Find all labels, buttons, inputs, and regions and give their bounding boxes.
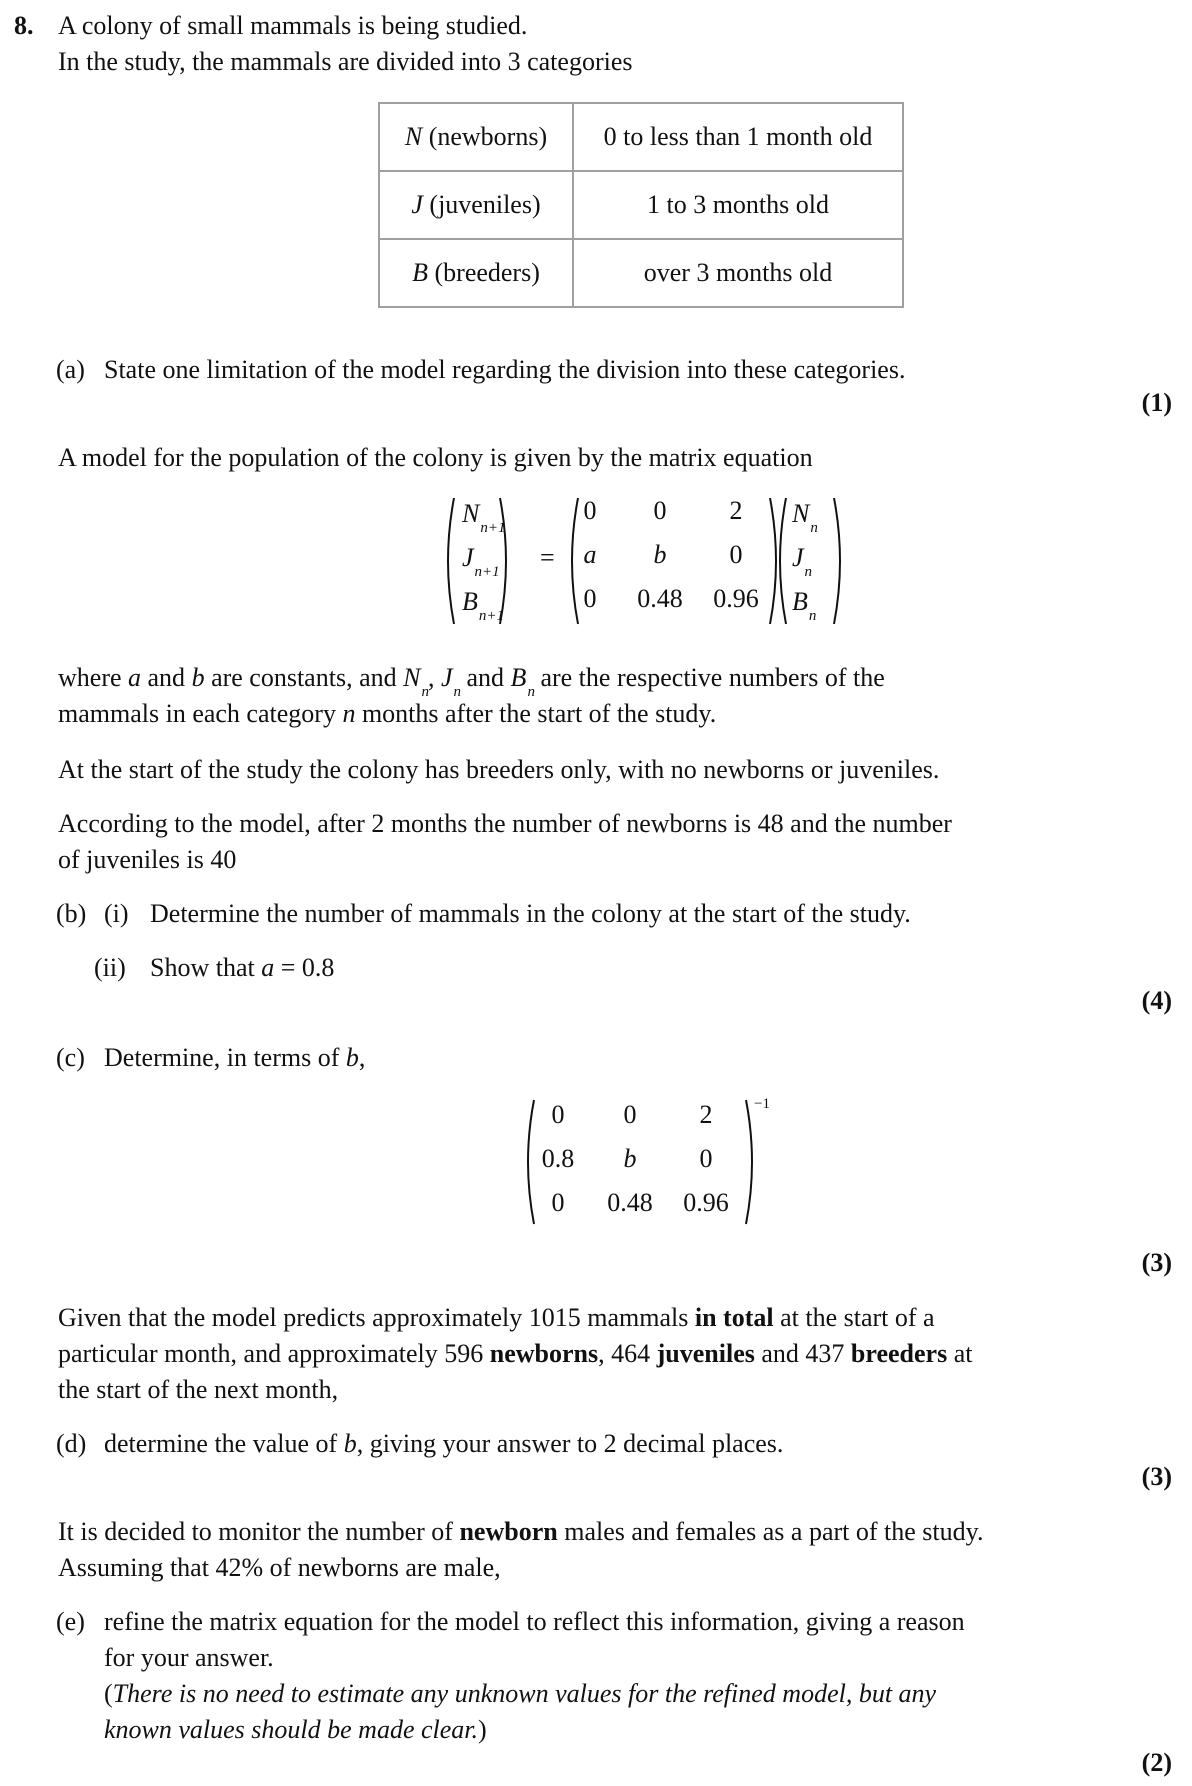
matrix-cell: 0 [699, 1144, 713, 1173]
given-line-1: Given that the model predicts approximately 1015 mammals in total at the start of a [58, 1303, 935, 1332]
part-e-line-3: (There is no need to estimate any unknown values for the refined model, but any [104, 1679, 937, 1708]
part-e-label: (e) [56, 1607, 85, 1636]
rhs-B: $B_n$ [792, 587, 817, 624]
table-cell: 1 to 3 months old [573, 171, 903, 239]
table-cell: over 3 months old [573, 239, 903, 307]
matrix-equation [440, 492, 860, 630]
part-b-ii-label: (ii) [94, 953, 126, 982]
part-a-label: (a) [56, 355, 85, 384]
part-e-marks: (2) [1141, 1748, 1172, 1777]
table-row [379, 239, 903, 307]
part-a-marks: (1) [1141, 388, 1172, 417]
part-d-text: determine the value of b, giving your answer to 2 decimal places. [104, 1429, 784, 1458]
table-cell: N (newborns) [379, 103, 573, 171]
where-line-1: where a and b are constants, and $N_n$, $J_n$ and $B_n$ are the respective numbers of the [58, 663, 885, 700]
matrix-cell: 0 [623, 1100, 637, 1129]
after-text-1: According to the model, after 2 months the number of newborns is 48 and the number [58, 809, 952, 838]
part-c-marks: (3) [1141, 1248, 1172, 1277]
part-d-label: (d) [56, 1429, 87, 1458]
matrix-cell: 0 [551, 1188, 565, 1217]
matrix-cell: b [653, 540, 667, 569]
given-line-3: the start of the next month, [58, 1375, 339, 1404]
matrix-cell: 0.48 [637, 584, 683, 613]
part-c-label: (c) [56, 1043, 85, 1072]
equals-sign: = [540, 543, 555, 572]
matrix-cell: 0.96 [713, 584, 759, 613]
part-e-line-1: refine the matrix equation for the model to reflect this information, giving a reason [104, 1607, 965, 1636]
part-b-ii-text: Show that a = 0.8 [150, 953, 335, 982]
matrix-cell: 0 [653, 496, 667, 525]
part-b-i-label: (i) [104, 899, 129, 928]
lhs-N: $N_{n+1}$ [462, 499, 506, 536]
inverse-power: −1 [754, 1096, 770, 1112]
table-cell: J (juveniles) [379, 171, 573, 239]
part-b-i-text: Determine the number of mammals in the colony at the start of the study. [150, 899, 911, 928]
lhs-B: $B_{n+1}$ [462, 587, 505, 624]
matrix-cell: b [623, 1144, 637, 1173]
part-b-label: (b) [56, 899, 87, 928]
model-intro: A model for the population of the colony is given by the matrix equation [58, 443, 813, 472]
monitor-line-1: It is decided to monitor the number of newborn males and females as a part of the study. [58, 1517, 984, 1546]
after-text-2: of juveniles is 40 [58, 845, 237, 874]
part-a-text: State one limitation of the model regarding the division into these categories. [104, 355, 906, 384]
where-line-2: mammals in each category n months after the start of the study. [58, 699, 717, 728]
given-line-2: particular month, and approximately 596 newborns, 464 juveniles and 437 breeders at [58, 1339, 973, 1368]
inverse-matrix [520, 1092, 780, 1232]
table-row [379, 171, 903, 239]
matrix-cell: 0.96 [683, 1188, 729, 1217]
matrix-cell: 0.8 [541, 1144, 575, 1173]
matrix-cell: 0 [583, 584, 597, 613]
table-row [379, 103, 903, 171]
matrix-cell: 0.48 [607, 1188, 653, 1217]
start-text: At the start of the study the colony has breeders only, with no newborns or juveniles. [58, 755, 940, 784]
intro-line-1: A colony of small mammals is being studied. [58, 11, 528, 40]
table-cell: B (breeders) [379, 239, 573, 307]
question-number: 8. [14, 11, 34, 40]
categories-table [378, 102, 904, 308]
matrix-cell: 0 [729, 540, 743, 569]
rhs-N: $N_n$ [792, 499, 818, 536]
monitor-line-2: Assuming that 42% of newborns are male, [58, 1553, 501, 1582]
matrix-cell: 0 [551, 1100, 565, 1129]
part-b-marks: (4) [1141, 986, 1172, 1015]
matrix-cell: 2 [699, 1100, 713, 1129]
part-d-marks: (3) [1141, 1462, 1172, 1491]
matrix-cell: a [583, 540, 597, 569]
part-e-line-2: for your answer. [104, 1643, 274, 1672]
part-e-line-4: known values should be made clear.) [104, 1715, 487, 1744]
matrix-cell: 0 [583, 496, 597, 525]
matrix-cell: 2 [729, 496, 743, 525]
table-cell: 0 to less than 1 month old [573, 103, 903, 171]
rhs-J: $J_n$ [792, 543, 813, 580]
part-c-text: Determine, in terms of b, [104, 1043, 366, 1072]
lhs-J: $J_{n+1}$ [462, 543, 500, 580]
intro-line-2: In the study, the mammals are divided into 3 categories [58, 47, 633, 76]
